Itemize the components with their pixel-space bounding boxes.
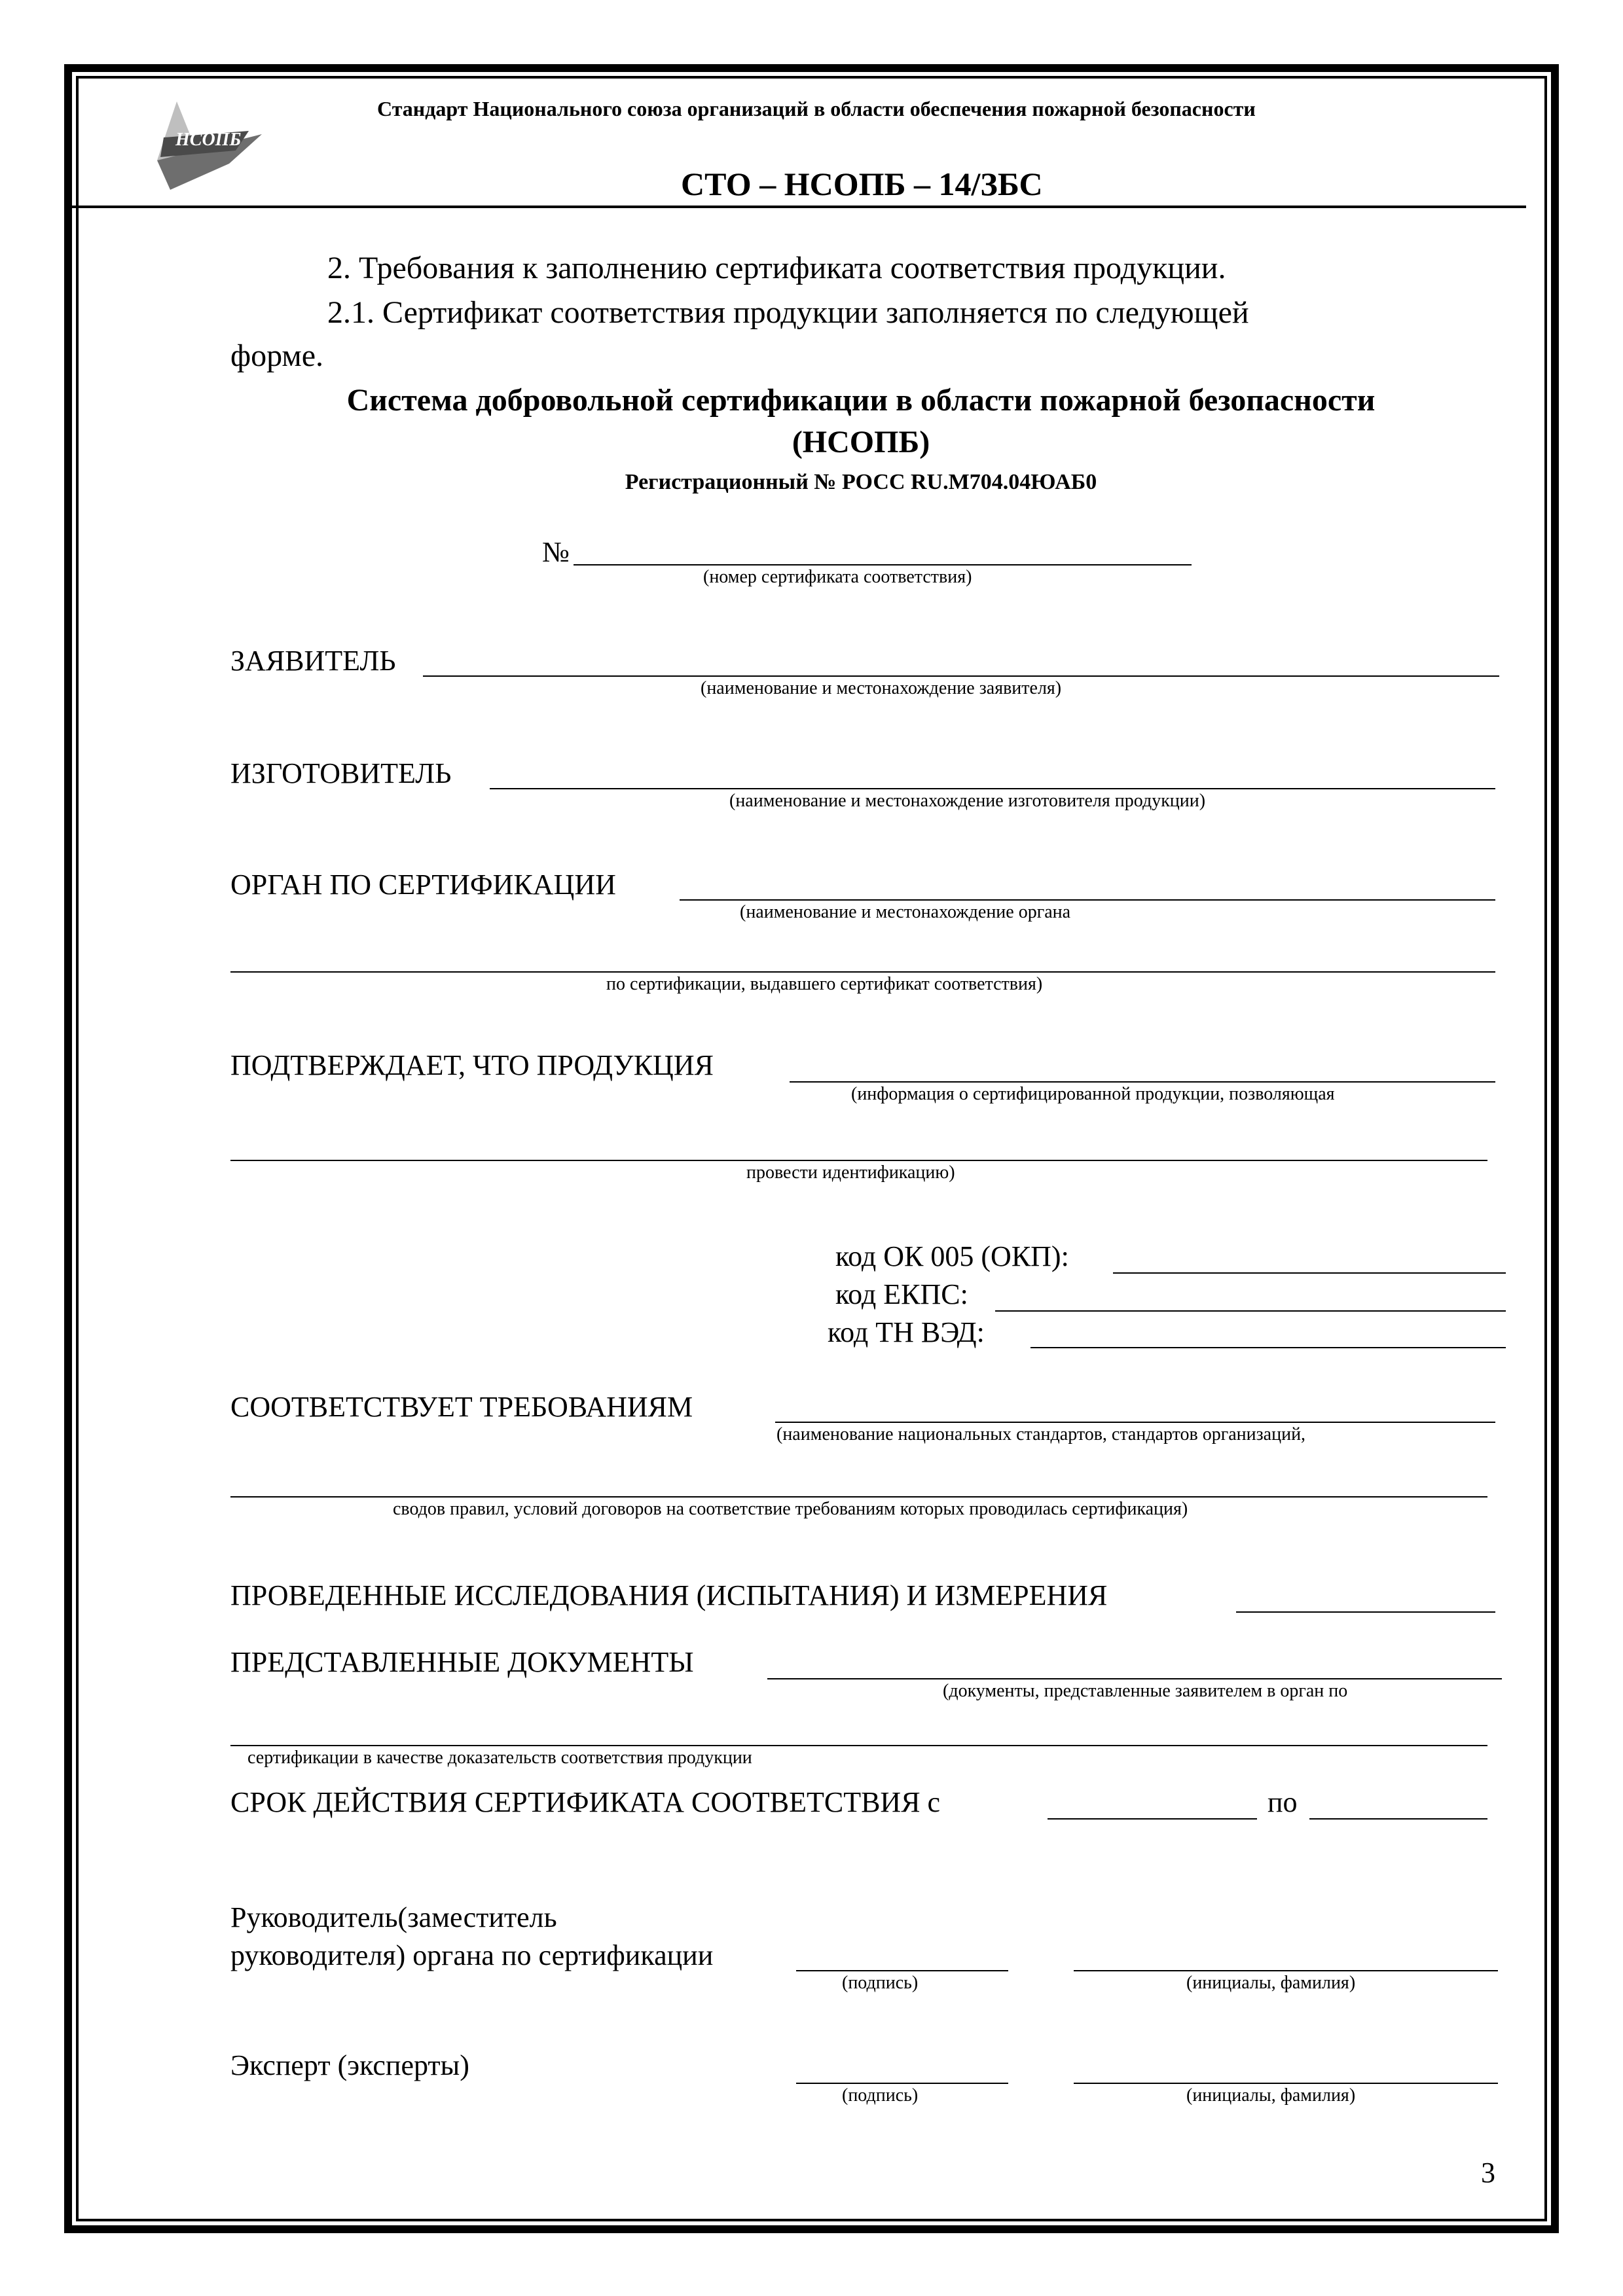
cert-body-field-line-2[interactable] — [230, 971, 1495, 973]
complies-field-line-2[interactable] — [230, 1496, 1487, 1498]
head-signature-caption: (подпись) — [842, 1973, 919, 1993]
head-signature-line[interactable] — [796, 1970, 1008, 1971]
header-rule — [64, 206, 1526, 208]
applicant-caption: (наименование и местонахождение заявителя) — [701, 678, 1062, 698]
manufacturer-caption: (наименование и местонахождение изготовителя продукции) — [729, 791, 1206, 811]
head-initials-caption: (инициалы, фамилия) — [1186, 1973, 1356, 1993]
manufacturer-label: ИЗГОТОВИТЕЛЬ — [230, 757, 452, 789]
cert-body-label: ОРГАН ПО СЕРТИФИКАЦИИ — [230, 869, 616, 901]
documents-caption: (документы, представленные заявителем в орган по — [943, 1681, 1348, 1701]
validity-to-field-line[interactable] — [1309, 1818, 1487, 1820]
applicant-label: ЗАЯВИТЕЛЬ — [230, 645, 396, 677]
form-title: Система добровольной сертификации в области пожарной безопасности — [346, 383, 1376, 418]
code-okp-field-line[interactable] — [1113, 1272, 1506, 1274]
complies-caption: (наименование национальных стандартов, стандартов организаций, — [776, 1424, 1306, 1444]
documents-label: ПРЕДСТАВЛЕННЫЕ ДОКУМЕНТЫ — [230, 1646, 694, 1678]
tests-field-line[interactable] — [1236, 1611, 1495, 1613]
code-okp-label: код ОК 005 (ОКП): — [835, 1240, 1069, 1272]
expert-label: Эксперт (эксперты) — [230, 2049, 469, 2081]
expert-signature-line[interactable] — [796, 2083, 1008, 2084]
documents-field-line-2[interactable] — [230, 1745, 1487, 1746]
number-caption: (номер сертификата соответствия) — [703, 567, 972, 587]
product-field-line-2[interactable] — [230, 1160, 1487, 1161]
expert-initials-line[interactable] — [1074, 2083, 1498, 2084]
code-ekps-label: код ЕКПС: — [835, 1278, 968, 1310]
header-org-title: Стандарт Национального союза организаций в области обеспечения пожарной безопасности — [377, 97, 1256, 120]
cert-body-field-line[interactable] — [680, 899, 1495, 901]
product-caption-2: провести идентификацию) — [746, 1162, 955, 1183]
code-tnved-label: код ТН ВЭД: — [828, 1316, 985, 1348]
intro-paragraph-cont: форме. — [230, 338, 324, 373]
documents-caption-2: сертификации в качестве доказательств соответствия продукции — [247, 1748, 752, 1768]
validity-from-field-line[interactable] — [1048, 1818, 1257, 1820]
form-title-abbr: (НСОПБ) — [792, 425, 930, 459]
confirms-label: ПОДТВЕРЖДАЕТ, ЧТО ПРОДУКЦИЯ — [230, 1049, 714, 1081]
validity-to-label: по — [1267, 1786, 1298, 1818]
logo-text: НСОПБ — [175, 130, 242, 150]
complies-caption-2: сводов правил, условий договоров на соответствие требованиям которых проводилась сертификация) — [393, 1499, 1188, 1519]
page-number: 3 — [1481, 2157, 1495, 2189]
complies-field-line[interactable] — [775, 1422, 1495, 1423]
head-label-line2: руководителя) органа по сертификации — [230, 1939, 714, 1971]
expert-initials-caption: (инициалы, фамилия) — [1186, 2085, 1356, 2106]
head-label-line1: Руководитель(заместитель — [230, 1901, 557, 1933]
head-initials-line[interactable] — [1074, 1970, 1498, 1971]
product-field-line[interactable] — [790, 1081, 1495, 1083]
cert-body-caption: (наименование и местонахождение органа — [740, 902, 1071, 922]
intro-paragraph: 2.1. Сертификат соответствия продукции заполняется по следующей — [327, 295, 1249, 330]
manufacturer-field-line[interactable] — [490, 788, 1495, 789]
doc-code: СТО – НСОПБ – 14/ЗБС — [681, 166, 1043, 202]
complies-label: СООТВЕТСТВУЕТ ТРЕБОВАНИЯМ — [230, 1391, 693, 1423]
code-ekps-field-line[interactable] — [995, 1310, 1506, 1312]
tests-label: ПРОВЕДЕННЫЕ ИССЛЕДОВАНИЯ (ИСПЫТАНИЯ) И ИЗМЕРЕНИЯ — [230, 1579, 1108, 1611]
expert-signature-caption: (подпись) — [842, 2085, 919, 2106]
section-heading: 2. Требования к заполнению сертификата соответствия продукции. — [327, 251, 1226, 285]
applicant-field-line[interactable] — [423, 675, 1499, 677]
number-field-line[interactable] — [574, 564, 1192, 565]
documents-field-line[interactable] — [767, 1678, 1502, 1679]
validity-label: СРОК ДЕЙСТВИЯ СЕРТИФИКАТА СООТВЕТСТВИЯ с — [230, 1786, 941, 1818]
registration-number: Регистрационный № РОСС RU.М704.04ЮАБ0 — [625, 470, 1097, 494]
cert-body-caption-2: по сертификации, выдавшего сертификат соответствия) — [606, 974, 1043, 994]
product-caption: (информация о сертифицированной продукции, позволяющая — [851, 1084, 1335, 1104]
number-label: № — [542, 536, 570, 568]
code-tnved-field-line[interactable] — [1030, 1347, 1506, 1348]
